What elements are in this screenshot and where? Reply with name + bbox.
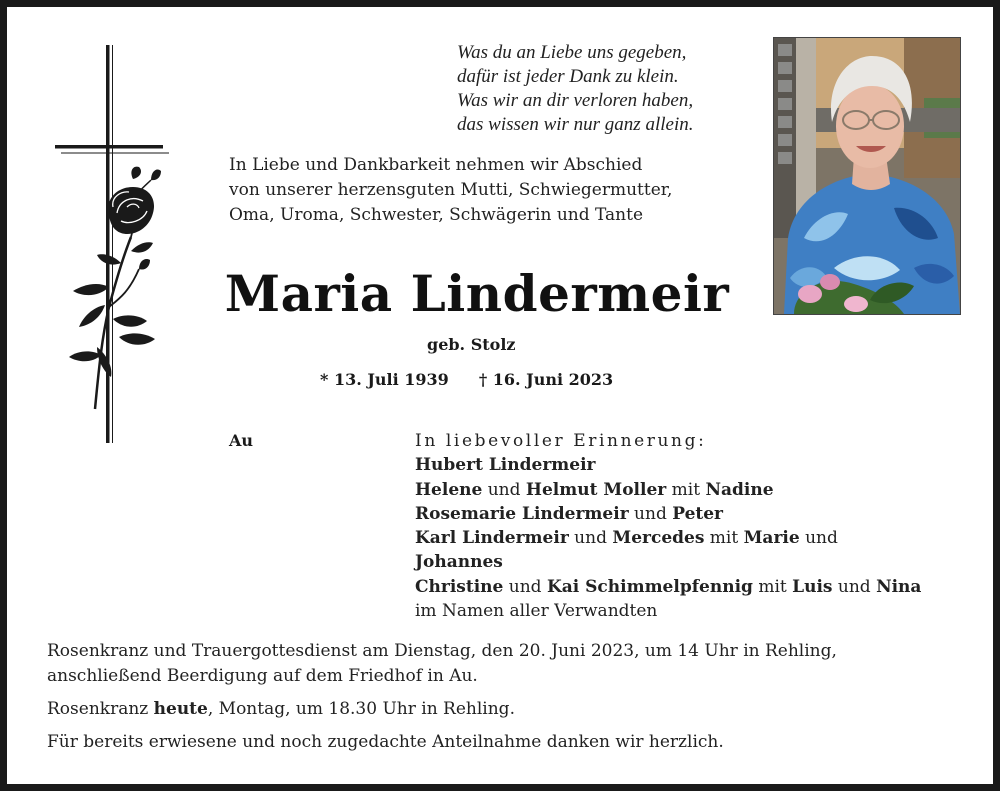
mourner-line [415, 478, 975, 502]
service-line: anschließend Beerdigung auf dem Friedhof in Au. [47, 666, 478, 686]
intro-line: von unserer herzensguten Mutti, Schwiegermutter, [229, 180, 673, 200]
mourner-line [415, 550, 975, 574]
connector-text: mit [752, 576, 793, 597]
mourner-name: Marie [743, 528, 800, 549]
life-dates [320, 370, 613, 389]
rosary-paragraph [47, 697, 977, 722]
rosary-text: Rosenkranz [47, 699, 154, 719]
connector-text: und [832, 576, 877, 597]
mourner-name: Peter [672, 503, 724, 524]
place-label: Au [229, 431, 254, 450]
mourner-line [415, 453, 975, 477]
mourner-line [415, 575, 975, 599]
connector-text: und [503, 576, 547, 597]
connector-text: und [482, 479, 526, 500]
rosary-emphasis: heute [153, 699, 208, 719]
poem-line: Was wir an dir verloren haben, [457, 90, 694, 111]
mourner-name: Hubert Lindermeir [415, 455, 596, 476]
mourners-closing: im Namen aller Verwandten [415, 601, 658, 622]
mourner-name: Nadine [705, 479, 774, 500]
rosary-text: , Montag, um 18.30 Uhr in Rehling. [207, 699, 515, 719]
intro-line: In Liebe und Dankbarkeit nehmen wir Abschied [229, 155, 643, 175]
service-line: Rosenkranz und Trauergottesdienst am Dienstag, den 20. Juni 2023, um 14 Uhr in Rehling, [47, 641, 837, 661]
connector-text: mit [666, 479, 706, 500]
service-info [47, 639, 977, 755]
birth-date: * 13. Juli 1939 [320, 370, 449, 389]
cross-with-rose-icon [47, 37, 177, 449]
mourner-name: Helmut Moller [525, 479, 667, 500]
mourner-name: Helene [415, 479, 483, 500]
mourners-list [415, 429, 975, 623]
poem [457, 41, 757, 137]
death-date: † 16. Juni 2023 [478, 370, 614, 389]
mourner-name: Nina [876, 576, 922, 597]
birth-name: geb. Stolz [427, 335, 516, 354]
connector-text: und [799, 528, 838, 549]
intro-line: Oma, Uroma, Schwester, Schwägerin und Tante [229, 205, 644, 225]
mourner-line [415, 526, 975, 550]
mourner-name: Luis [792, 576, 833, 597]
mourner-name: Christine [415, 576, 504, 597]
mourners-heading: In liebevoller Erinnerung: [415, 431, 707, 451]
poem-line: dafür ist jeder Dank zu klein. [457, 66, 679, 87]
poem-line: Was du an Liebe uns gegeben, [457, 42, 687, 63]
connector-text: mit [704, 528, 744, 549]
mourner-name: Mercedes [612, 528, 705, 549]
deceased-name: Maria Lindermeir [224, 264, 730, 323]
mourner-name: Rosemarie Lindermeir [415, 503, 629, 524]
mourner-name: Johannes [415, 552, 503, 573]
mourner-name: Karl Lindermeir [415, 528, 569, 549]
mourner-line [415, 502, 975, 526]
poem-line: das wissen wir nur ganz allein. [457, 114, 694, 135]
connector-text: und [628, 503, 673, 524]
thanks-paragraph: Für bereits erwiesene und noch zugedachte Anteilnahme danken wir herzlich. [47, 732, 724, 752]
intro-text [229, 153, 749, 228]
portrait-photo [773, 37, 961, 315]
service-paragraph [47, 639, 977, 689]
connector-text: und [568, 528, 613, 549]
mourner-name: Kai Schimmelpfennig [546, 576, 753, 597]
